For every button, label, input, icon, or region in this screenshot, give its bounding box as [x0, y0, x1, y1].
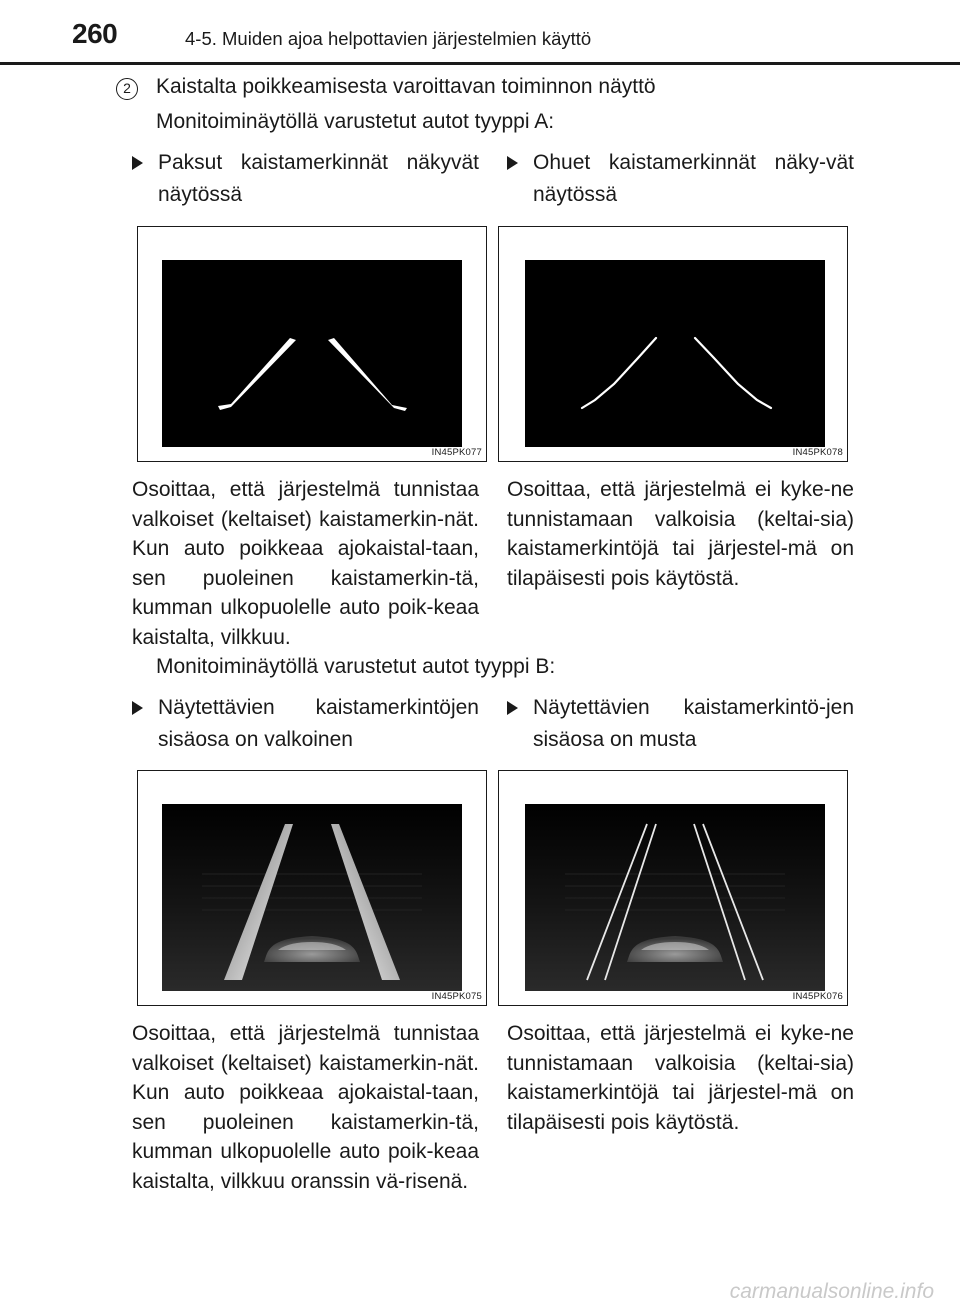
- option-black-interior: [507, 692, 854, 756]
- section-title: 4-5. Muiden ajoa helpottavien järjestelmien käyttö: [185, 28, 592, 49]
- bullet-triangle-icon: [507, 147, 533, 211]
- bullet-triangle-icon: [132, 692, 158, 756]
- display-screen: [162, 804, 462, 991]
- white-lanes-car-illustration: [162, 804, 462, 991]
- thin-lane-lines-illustration: [525, 260, 825, 447]
- option-white-interior: [132, 692, 479, 756]
- figure-code: IN45PK077: [431, 447, 482, 458]
- description-thick-lanes: Osoittaa, että järjestelmä tunnistaa valkoiset (keltaiset) kaistamerkin-nät. Kun auto poikkeaa ajokaistal-taan, sen puoleinen kaistamerkin-tä, kumman ulkopuolelle auto poik-keaa kaistalta, vilkkuu.: [132, 478, 479, 649]
- description-thin-lanes: Osoittaa, että järjestelmä ei kyke-ne tunnistamaan valkoisia (keltai-sia) kaistamerkintöjä tai järjestel-mä on tilapäisesti pois käytöstä.: [507, 478, 854, 590]
- type-a-intro: Monitoiminäytöllä varustetut autot tyyppi A:: [156, 110, 555, 133]
- description-white-interior: Osoittaa, että järjestelmä tunnistaa valkoiset (keltaiset) kaistamerkin-nät. Kun auto poikkeaa ajokaistal-taan, sen puoleinen kaistamerkin-tä, kumman ulkopuolelle auto poik-keaa kaistalta, vilkkuu oranssin vä-risenä.: [132, 1022, 479, 1193]
- thick-lane-lines-illustration: [162, 260, 462, 447]
- option-thick-lanes: [132, 147, 479, 211]
- watermark: carmanualsonline.info: [729, 1280, 934, 1303]
- outlined-lanes-car-illustration: [525, 804, 825, 991]
- header-rule: [0, 62, 960, 65]
- figure-code: IN45PK075: [431, 991, 482, 1002]
- display-screen: [525, 260, 825, 447]
- figure-code: IN45PK078: [792, 447, 843, 458]
- figure-thick-lanes: [137, 226, 487, 462]
- figure-white-interior: [137, 770, 487, 1006]
- page-number: 260: [72, 18, 118, 49]
- figure-thin-lanes: [498, 226, 848, 462]
- option-label: Ohuet kaistamerkinnät näky-vät näytössä: [533, 151, 854, 206]
- description-black-interior: Osoittaa, että järjestelmä ei kyke-ne tunnistamaan valkoisia (keltai-sia) kaistamerkintöjä tai järjestel-mä on tilapäisesti pois käytöstä.: [507, 1022, 854, 1134]
- display-screen: [162, 260, 462, 447]
- figure-code: IN45PK076: [792, 991, 843, 1002]
- bullet-triangle-icon: [132, 147, 158, 211]
- figure-black-interior: [498, 770, 848, 1006]
- option-label: Paksut kaistamerkinnät näkyvät näytössä: [158, 151, 479, 206]
- section-number-badge: 2: [116, 78, 138, 100]
- bullet-triangle-icon: [507, 692, 533, 756]
- section-heading: Kaistalta poikkeamisesta varoittavan toiminnon näyttö: [156, 75, 656, 98]
- option-label: Näytettävien kaistamerkintöjen sisäosa on valkoinen: [158, 696, 479, 751]
- display-screen: [525, 804, 825, 991]
- type-b-intro: Monitoiminäytöllä varustetut autot tyyppi B:: [156, 655, 556, 678]
- option-thin-lanes: [507, 147, 854, 211]
- option-label: Näytettävien kaistamerkintö-jen sisäosa on musta: [533, 696, 854, 751]
